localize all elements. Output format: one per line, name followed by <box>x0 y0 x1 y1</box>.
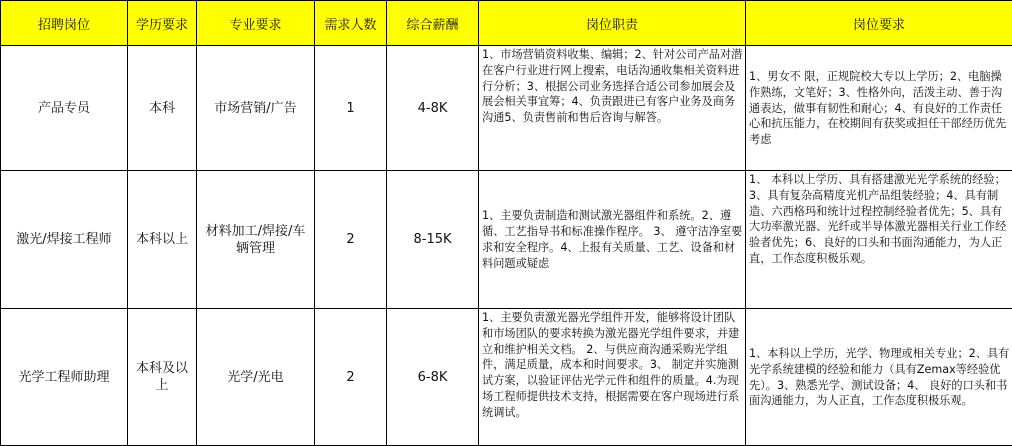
cell-major: 光学/光电 <box>197 309 315 446</box>
cell-salary: 8-15K <box>387 171 479 309</box>
cell-education: 本科以上 <box>128 171 197 309</box>
cell-headcount: 2 <box>315 171 387 309</box>
cell-headcount: 2 <box>315 309 387 446</box>
cell-headcount: 1 <box>315 46 387 171</box>
table-row <box>1 309 1012 446</box>
table-row <box>1 171 1012 309</box>
cell-salary: 6-8K <box>387 309 479 446</box>
header-requirements: 岗位要求 <box>746 1 1012 46</box>
cell-position: 产品专员 <box>1 46 128 171</box>
header-major: 专业要求 <box>197 1 315 46</box>
cell-duties: 1、主要负责激光器光学组件开发，能够将设计团队和市场团队的要求转换为激光器光学组件要求，并建立和维护相关文档。 2、与供应商沟通采购光学组件，满足质量，成本和时间要求。3、 制定并实施测试方案，以验证评估光学元件和组件的质量。4.为现场工程师提供技术支持，根据需要在客户现场进行系统调试。 <box>479 309 746 446</box>
cell-requirements: 1、 本科以上学历、具有搭建激光光学系统的经验；3、具有复杂高精度光机产品组装经验；4、具有制造、六西格玛和统计过程控制经验者优先；5、具有大功率激光器、光纤或半导体激光器相关行业工作经验者优先；6、良好的口头和书面沟通能力，为人正直，工作态度积极乐观。 <box>746 171 1012 309</box>
header-headcount: 需求人数 <box>315 1 387 46</box>
cell-requirements: 1、本科以上学历，光学、物理或相关专业；2、具有光学系统建模的经验和能力（具有Zemax等经验优先）。3、熟悉光学、测试设备；4、 良好的口头和书面沟通能力，为人正直，工作态度积极乐观。 <box>746 309 1012 446</box>
header-position: 招聘岗位 <box>1 1 128 46</box>
header-duties: 岗位职责 <box>479 1 746 46</box>
cell-major: 市场营销/广告 <box>197 46 315 171</box>
cell-requirements: 1、男女不 限，正规院校大专以上学历；2、电脑操作熟练，文笔好；3、性格外向，活泼主动、善于沟通表达，做事有韧性和耐心；4、有良好的工作责任心和抗压能力，在校期间有获奖或担任干部经历优先考虑 <box>746 46 1012 171</box>
cell-salary: 4-8K <box>387 46 479 171</box>
cell-duties: 1、市场营销资料收集、编辑；2、针对公司产品对潜在客户行业进行网上搜索，电话沟通收集相关资料进行分析；3、根据公司业务选择合适公司参加展会及展会相关事宜筹；4、负责跟进已有客户业务及商务沟通5、负责售前和售后咨询与解答。 <box>479 46 746 171</box>
cell-position: 激光/焊接工程师 <box>1 171 128 309</box>
cell-major: 材料加工/焊接/车辆管理 <box>197 171 315 309</box>
cell-education: 本科 <box>128 46 197 171</box>
header-education: 学历要求 <box>128 1 197 46</box>
table-row <box>1 46 1012 171</box>
cell-education: 本科及以上 <box>128 309 197 446</box>
cell-position: 光学工程师助理 <box>1 309 128 446</box>
cell-duties: 1、主要负责制造和测试激光器组件和系统。2、遵循、工艺指导书和标准操作程序。 3、 遵守洁净室要求和安全程序。4、上报有关质量、工艺、设备和材料问题或疑虑 <box>479 171 746 309</box>
header-salary: 综合薪酬 <box>387 1 479 46</box>
header-row <box>1 1 1012 46</box>
